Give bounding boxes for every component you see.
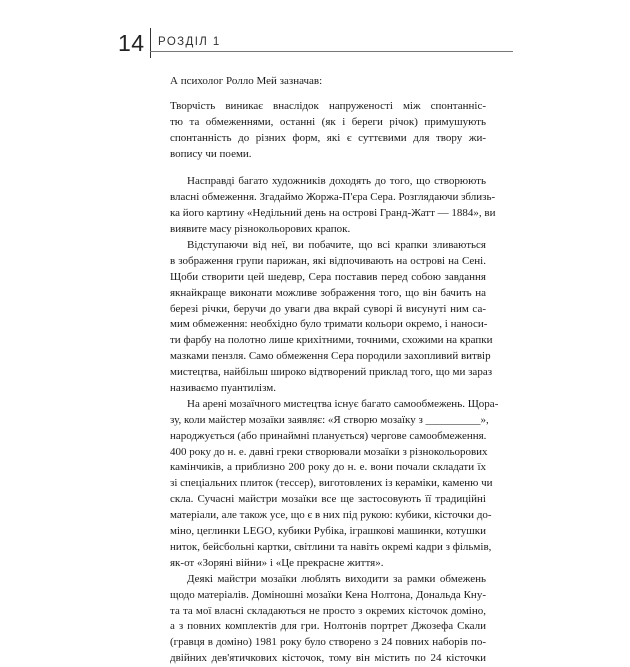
paragraph-line: зі спеціальних плиток (тессер), виготовлених із кераміки, каменю чи	[170, 477, 493, 490]
paragraph-line: березі річки, беручи до уваги два вкрай суворі й висунуті ним са-	[170, 302, 486, 315]
paragraph-line: а з повних комплектів для гри. Нолтонів портрет Джозефа Скали	[170, 620, 486, 633]
header-divider	[150, 28, 151, 58]
paragraph-2	[170, 238, 493, 397]
paragraph-line: Деякі майстри мозаїки люблять виходити за рамки обмежень	[187, 572, 486, 585]
page-number: 14	[118, 30, 145, 56]
paragraph-line: якнайкраще виконати можливе зображення того, що він бачить на	[170, 286, 486, 299]
chapter-label: РОЗДІЛ 1	[158, 36, 221, 48]
paragraph-line: власні обмеження. Згадаймо Жоржа-П'єра Сера. Розглядаючи зблизь-	[170, 191, 496, 204]
paragraph-line: ниток, бейсбольні картки, світлини та навіть окремі кадри з фільмів,	[170, 540, 492, 553]
quote-line: Творчість виникає внаслідок напруженості між спонтанніс-	[170, 99, 486, 112]
paragraph-line: та та мої власні складаються не просто з окремих кісточок доміно,	[170, 604, 486, 617]
paragraph-line: мазками пензля. Само обмеження Сера породили захопливий витвір	[170, 350, 491, 363]
quote-line: вопису чи поеми.	[170, 147, 252, 160]
paragraph-line: в зображення групи парижан, які відпочивають на острові на Сені.	[170, 254, 486, 267]
paragraph-line: матеріали, але також усе, що є в них під рукою: кубики, кісточки до-	[170, 509, 492, 522]
paragraph-line: народжується (або принаймні планується) чергове самообмеження.	[170, 429, 487, 442]
header-rule	[150, 51, 513, 52]
paragraph-line: двійних дев'ятичкових кісточок, тому він містить по 24 кісточки	[170, 652, 486, 665]
quote-line: тю та обмеженнями, останні (як і береги річок) примушують	[170, 115, 486, 128]
paragraph-line: ти фарбу на полотно лише крихітними, точними, схожими на крапки	[170, 334, 493, 347]
paragraph-line: щодо матеріалів. Доміношні мозаїки Кена Нолтона, Дональда Кну-	[170, 588, 486, 601]
paragraph-1	[170, 174, 496, 238]
paragraph-line: як-от «Зоряні війни» і «Це прекрасне життя».	[170, 556, 384, 569]
paragraph-line: На арені мозаїчного мистецтва існує багато самообмежень. Щора-	[187, 397, 499, 410]
paragraph-4	[170, 572, 486, 667]
paragraph-line: 400 року до н. е. давні греки створювали мозаїки з різнокольорових	[170, 445, 488, 458]
paragraph-line: скла. Сучасні майстри мозаїки все ще застосовують її традиційні	[170, 493, 486, 506]
paragraph-line: міно, цеглинки LEGO, кубики Рубіка, іграшкові машинки, котушки	[170, 525, 486, 538]
page-body	[170, 74, 499, 667]
block-quote	[170, 99, 486, 163]
paragraph-line: Насправді багато художників доходять до того, що створюють	[187, 175, 486, 188]
paragraph-line: зу, коли майстер мозаїки заявляє: «Я створю мозаїку з __________»,	[170, 413, 489, 426]
paragraph-line: камінчиків, а приблизно 200 року до н. е. вони почали складати їх	[170, 461, 486, 474]
paragraph-3	[170, 397, 499, 572]
paragraph-line: (гравця в доміно) 1981 року було створено з 24 повних наборів по-	[170, 636, 486, 649]
paragraph-line: Відступаючи від неї, ви побачите, що всі крапки зливаються	[187, 239, 486, 252]
quote-line: спонтанність до різних форм, які є суттєвими для твору жи-	[170, 131, 486, 144]
paragraph-line: мим обмеження: необхідно було тримати кольори окремо, і наноси-	[170, 318, 488, 331]
intro-line: А психолог Ролло Мей зазначав:	[170, 75, 323, 87]
paragraph-line: мистецтва, найбільш широко відтворений приклад того, що ми зараз	[170, 366, 493, 379]
paragraph-line: виявите масу різнокольорових крапок.	[170, 223, 351, 236]
paragraph-line: Щоби створити цей шедевр, Сера поставив перед собою завдання	[170, 270, 486, 283]
running-header	[0, 24, 630, 58]
paragraph-line: ка його картину «Недільний день на острові Гранд-Жатт — 1884», ви	[170, 207, 496, 220]
paragraph-line: називаємо пуантилізм.	[170, 382, 277, 395]
